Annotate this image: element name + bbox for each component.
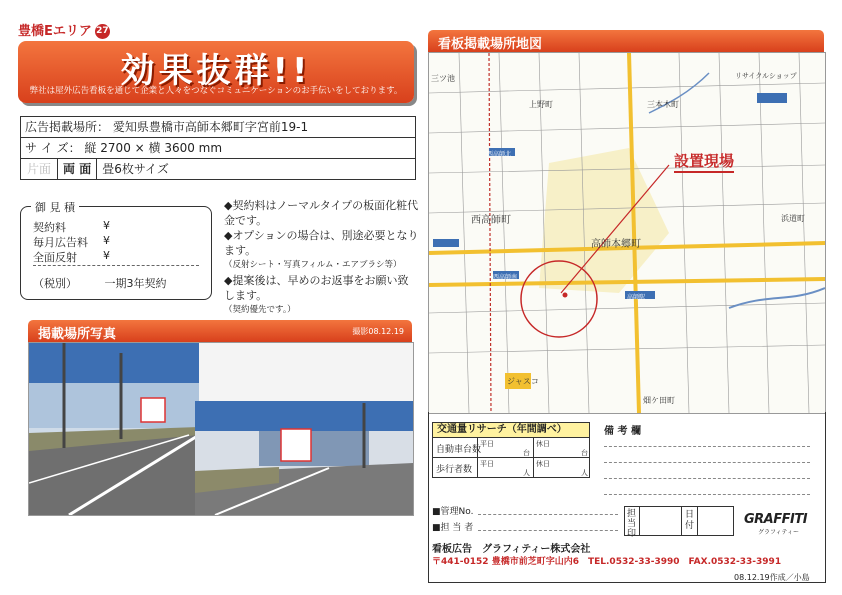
map-label-takashi-hongo: 高師本郷町 [591, 239, 641, 250]
map-label-mitsuike: 三ツ池 [431, 74, 455, 83]
location-map [428, 52, 826, 414]
face-row [21, 159, 415, 179]
notes [224, 198, 419, 318]
remarks-line [604, 462, 810, 463]
stamp-label: 担当印 [627, 509, 637, 539]
note-3: ◆提案後は、早めのお返事をお願い致します。 [224, 274, 409, 302]
location-label: 広告掲載場所： [25, 120, 110, 134]
photo-header [28, 320, 412, 342]
banner [18, 41, 414, 103]
size-value: 縦 2700 × 横 3600 mm [84, 141, 223, 155]
note-2-sub: （反射シート・写真フィルム・エアブラシ等） [224, 260, 402, 270]
map-label-nishitakashi-minami: 西高師南 [493, 274, 518, 281]
pedestrians-label: 歩行者数 [436, 465, 473, 475]
map-label-nishitakashi-kita: 西高師北 [487, 151, 512, 158]
logo-kana: グラフィティー [758, 529, 800, 536]
company-tel: TEL.0532-33-3990 [587, 557, 680, 567]
site-label: 設置現場 [674, 150, 734, 173]
banner-title: 効果抜群!! [120, 51, 312, 91]
holiday-label: 休日 [536, 440, 550, 448]
traffic-title: 交通量リサーチ（年間調べ） [432, 422, 590, 438]
note-1: ◆契約料はノーマルタイプの板面化粧代金です。 [224, 199, 419, 227]
banner-subtitle: 弊社は屋外広告看板を通じて企業と人々をつなぐコミュニケーションのお手伝いをしております。 [29, 86, 403, 96]
tax-note: （税別） [33, 277, 72, 290]
company-address: 〒441-0152 豊橋市前芝町字山内6 [432, 557, 579, 567]
map-roads [429, 53, 825, 413]
site-photos [28, 342, 414, 516]
map-label-hamamichi: 浜道町 [781, 214, 805, 223]
company-fax: FAX.0532-33-3991 [688, 557, 782, 567]
size-row [21, 138, 415, 159]
vehicles-holiday-cell [533, 438, 591, 457]
map-label-takashi-station: 高師駅 [627, 294, 646, 301]
area-number-badge: 27 [95, 24, 110, 39]
face-single: 片面 [27, 162, 52, 176]
company-line: 看板広告 グラフィティー株式会社 [432, 544, 591, 555]
monthly-fee-label: 毎月広告料 [33, 236, 88, 249]
pedestrians-holiday-cell [533, 458, 591, 477]
map-label-sanbongi: 三本木町 [647, 100, 679, 109]
map-title: 看板掲載場所地図 [438, 37, 543, 52]
info-table [20, 116, 416, 180]
photo-title: 掲載場所写真 [38, 327, 117, 342]
map-label-jusco: ジャスコ [507, 377, 539, 386]
yen-mark: ¥ [103, 234, 110, 247]
face-size: 畳6枚サイズ [96, 159, 174, 179]
graffiti-logo [744, 506, 814, 536]
weekday-label: 平日 [480, 440, 494, 448]
full-reflect-label: 全面反射 [33, 251, 77, 264]
face-double: 両 面 [57, 159, 96, 179]
remarks-line [604, 478, 810, 479]
location-row [21, 117, 415, 138]
vehicles-weekday-cell [477, 438, 533, 457]
management-no: ■管理No. [432, 507, 474, 517]
map-label-recycle-shop: リサイクルショップ [735, 72, 797, 80]
quote-title: 御 見 積 [31, 199, 79, 215]
size-label: サ イ ズ： [25, 141, 81, 155]
map-label-hatakeda: 畑ケ田町 [643, 396, 675, 405]
monthly-fee-line [33, 234, 110, 250]
contract-fee-line [33, 219, 110, 235]
map-header [428, 30, 824, 52]
term: 一期3年契約 [104, 277, 167, 290]
company-contact [432, 554, 781, 567]
made-by: 08.12.19作成／小島 [734, 573, 810, 582]
area-label: 豊橋Eエリア [18, 24, 92, 39]
pedestrians-row [432, 458, 590, 478]
road-photo-illustration [29, 343, 413, 515]
logo-main: GRAFFITI [744, 512, 808, 527]
weekday-label: 平日 [480, 460, 494, 468]
photo-date: 撮影08.12.19 [352, 327, 404, 336]
contract-fee-label: 契約料 [33, 221, 66, 234]
holiday-label: 休日 [536, 460, 550, 468]
quote-box [20, 201, 212, 300]
yen-mark: ¥ [103, 219, 110, 232]
unit-car: 台 [523, 449, 530, 457]
pedestrians-weekday-cell [477, 458, 533, 477]
remarks-line [604, 446, 810, 447]
vehicles-row [432, 438, 590, 458]
date-label: 日付 [685, 510, 695, 531]
unit-person: 人 [581, 469, 588, 477]
stamp-date-box [624, 506, 734, 539]
traffic-research [432, 422, 590, 478]
person-in-charge: ■担 当 者 [432, 523, 474, 533]
vehicles-label: 自動車台数 [436, 445, 482, 455]
unit-car: 台 [581, 449, 588, 457]
note-2: ◆オプションの場合は、別途必要となります。 [224, 229, 419, 257]
remarks-title: 備 考 欄 [604, 426, 641, 437]
location-value: 愛知県豊橋市高師本郷町字宮前19-1 [112, 120, 309, 134]
remarks-line [604, 494, 810, 495]
term-line [33, 275, 167, 291]
map-label-ueno: 上野町 [529, 100, 553, 109]
full-reflect-line [33, 249, 110, 265]
unit-person: 人 [523, 469, 530, 477]
note-3-sub: （契約優先です。） [224, 305, 296, 315]
map-label-nishitakashi: 西高師町 [471, 215, 511, 226]
yen-mark: ¥ [103, 249, 110, 262]
area-tag [18, 20, 110, 39]
